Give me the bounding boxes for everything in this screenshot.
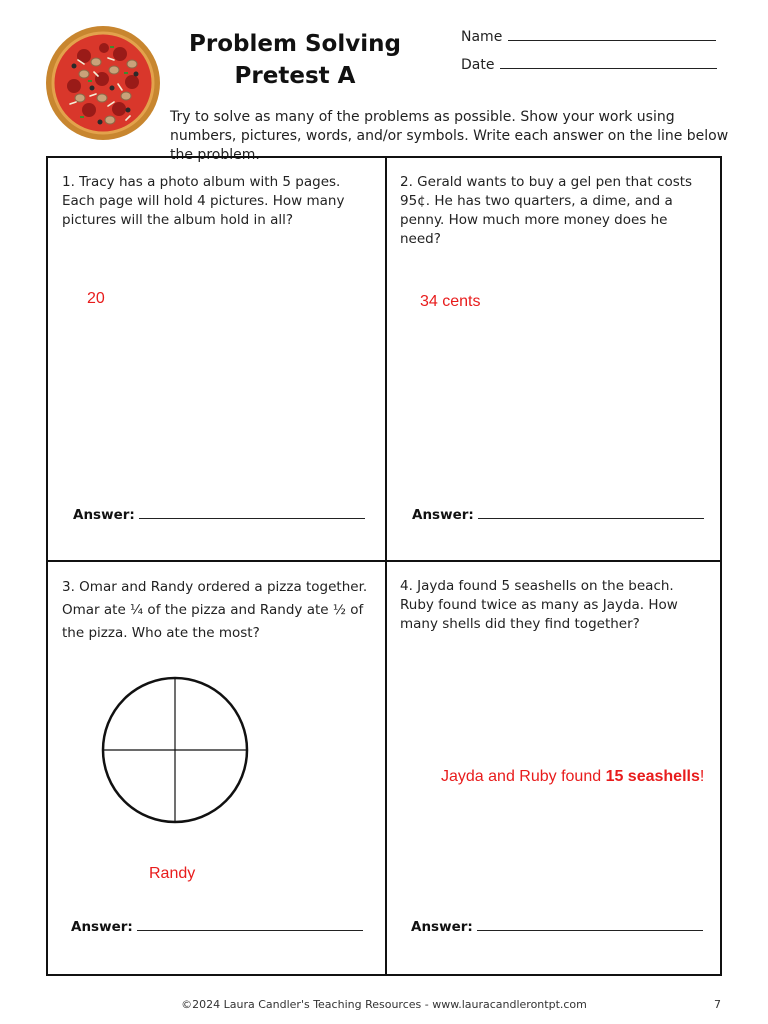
problem-1-text: 1. Tracy has a photo album with 5 pages. Each page will hold 4 pictures. How many pictures will the album hold in all? [62, 174, 345, 228]
title-line-2: Pretest A [234, 63, 356, 89]
problem-2-answer-label: Answer: [412, 507, 474, 523]
pizza-icon [44, 24, 162, 142]
date-label: Date [461, 57, 495, 73]
problem-4-handwritten-answer [441, 768, 704, 786]
name-line[interactable] [508, 28, 716, 41]
problem-4-text: 4. Jayda found 5 seashells on the beach. Ruby found twice as many as Jayda. How many shells did they find together? [400, 578, 678, 632]
pizza-circle-diagram [100, 674, 250, 826]
problem-1-answer-blank[interactable] [139, 506, 365, 519]
name-field[interactable] [461, 28, 716, 45]
name-label: Name [461, 29, 503, 45]
problem-4-answer-blank[interactable] [477, 918, 703, 931]
problem-3-answer-label: Answer: [71, 919, 133, 935]
grid-divider-horizontal [46, 560, 722, 562]
problem-3-handwritten-answer: Randy [149, 865, 196, 882]
problem-4-answer-bold: 15 seashells [605, 768, 700, 785]
problem-4-answer-prefix: Jayda and Ruby found [441, 768, 606, 785]
date-line[interactable] [500, 56, 717, 69]
footer-credit: ©2024 Laura Candler's Teaching Resources - www.lauracandlerontpt.com [181, 998, 587, 1011]
problem-3-text: 3. Omar and Randy ordered a pizza together. Omar ate ¼ of the pizza and Randy ate ½ of the pizza. Who ate the most? [62, 579, 368, 641]
grid-divider-vertical [385, 156, 387, 976]
problem-1-answer-label: Answer: [73, 507, 135, 523]
problem-grid [46, 156, 722, 976]
page-title [180, 28, 410, 92]
problem-3-answer-line[interactable] [71, 918, 363, 935]
problem-3-answer-blank[interactable] [137, 918, 363, 931]
date-field[interactable] [461, 56, 717, 73]
problem-2-answer-line[interactable] [412, 506, 704, 523]
problem-4-answer-label: Answer: [411, 919, 473, 935]
problem-4-answer-line[interactable] [411, 918, 703, 935]
page-number: 7 [714, 998, 721, 1011]
problem-1-handwritten-answer: 20 [87, 290, 105, 307]
title-line-1: Problem Solving [189, 31, 401, 57]
problem-2-answer-blank[interactable] [478, 506, 704, 519]
instructions: Try to solve as many of the problems as possible. Show your work using numbers, pictures, words, and/or symbols. Write each answer on the line below the problem. [170, 109, 729, 163]
problem-2-handwritten-answer: 34 cents [420, 293, 481, 310]
problem-2-text: 2. Gerald wants to buy a gel pen that costs 95¢. He has two quarters, a dime, and a penny. How much more money does he need? [400, 174, 693, 247]
problem-4-answer-suffix: ! [699, 768, 705, 785]
problem-1-answer-line[interactable] [73, 506, 365, 523]
